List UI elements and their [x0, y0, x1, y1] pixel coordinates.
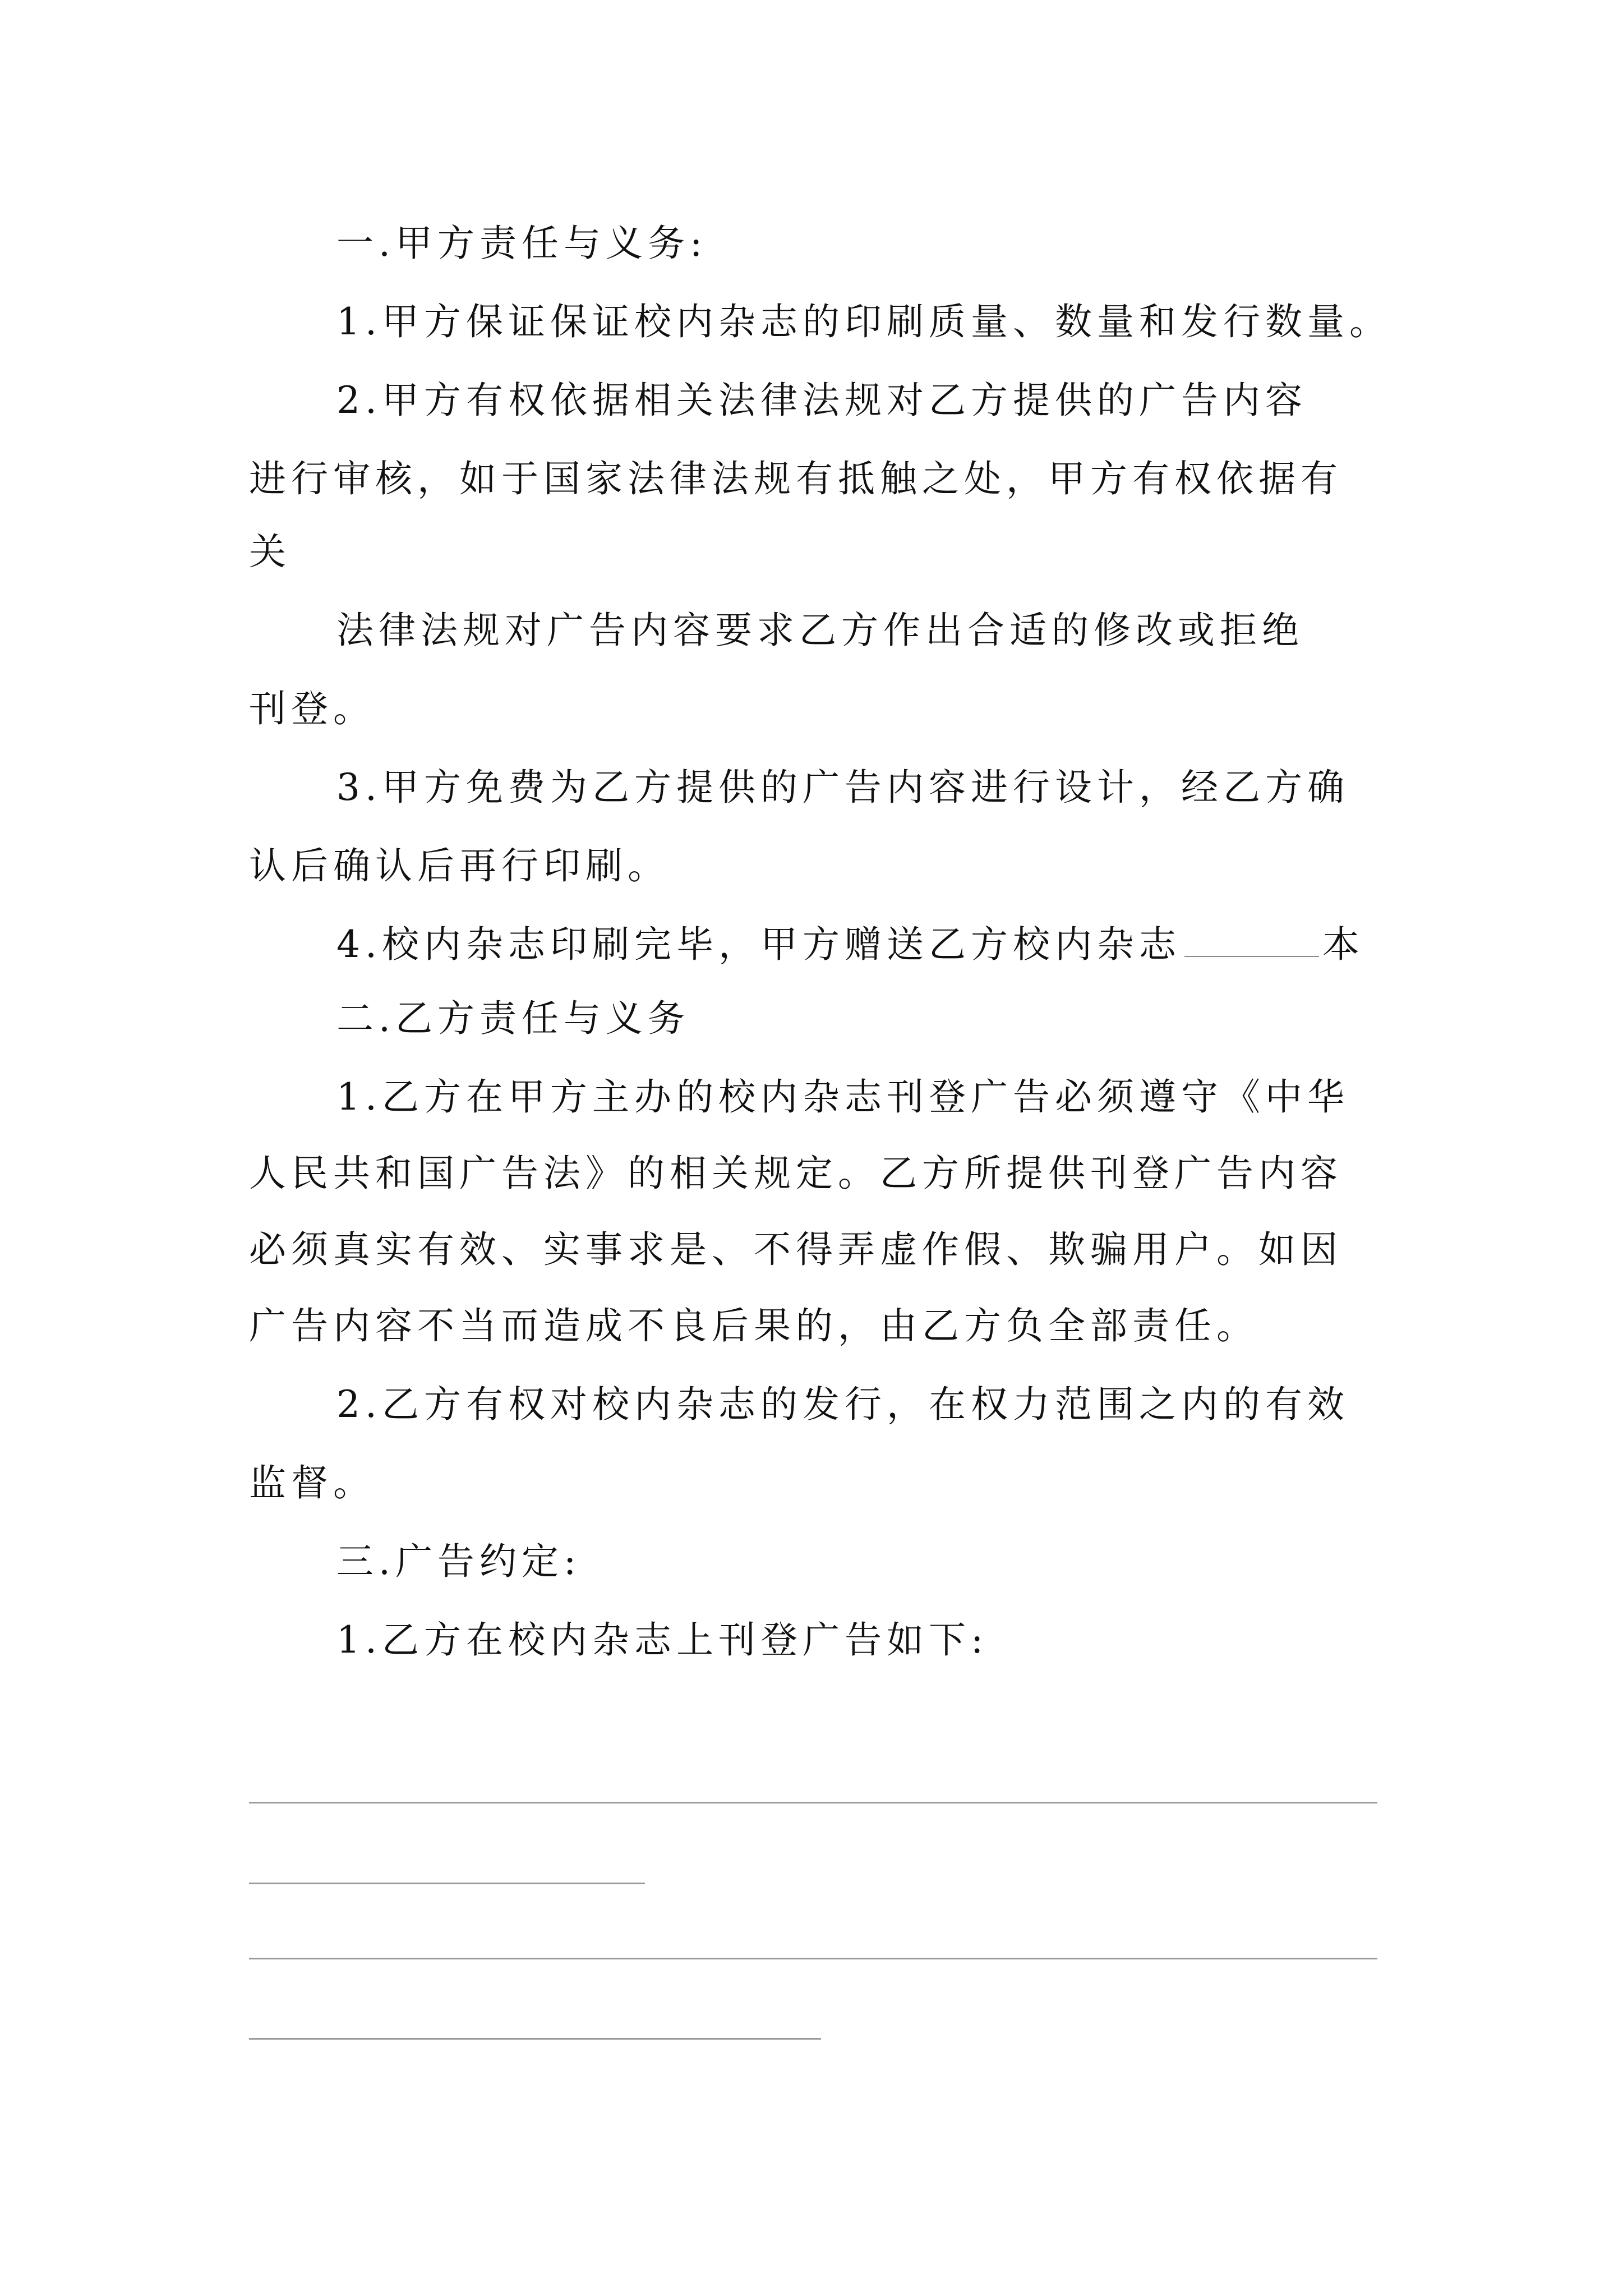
fill-in-line-4[interactable]	[249, 2038, 821, 2040]
s2-item1-line1: 1.乙方在甲方主办的校内杂志刊登广告必须遵守《中华	[336, 1075, 1349, 1119]
copies-blank[interactable]	[1184, 926, 1319, 957]
s1-item4-prefix: 4.校内杂志印刷完毕，甲方赠送乙方校内杂志	[336, 923, 1181, 966]
fill-in-line-2[interactable]	[249, 1883, 645, 1884]
s3-item1: 1.乙方在校内杂志上刊登广告如下:	[336, 1618, 989, 1662]
s2-item1-line2: 人民共和国广告法》的相关规定。乙方所提供刊登广告内容	[249, 1152, 1343, 1195]
section1-title: 一.甲方责任与义务:	[336, 222, 708, 265]
s2-item1-line3: 必须真实有效、实事求是、不得弄虚作假、欺骗用户。如因	[249, 1228, 1343, 1271]
s1-item1: 1.甲方保证保证校内杂志的印刷质量、数量和发行数量。	[336, 300, 1391, 343]
s1-item4-suffix: 本	[1322, 923, 1364, 966]
s2-item2-line1: 2.乙方有权对校内杂志的发行，在权力范围之内的有效	[336, 1383, 1349, 1426]
section2-title: 二.乙方责任与义务	[336, 997, 690, 1040]
s1-item3-line2: 认后确认后再行印刷。	[249, 844, 670, 887]
s2-item1-line4: 广告内容不当而造成不良后果的，由乙方负全部责任。	[249, 1304, 1258, 1347]
s1-item4	[336, 917, 1364, 973]
s1-item2-line5: 刊登。	[249, 687, 375, 730]
s1-item2-line4: 法律法规对广告内容要求乙方作出合适的修改或拒绝	[336, 609, 1304, 652]
fill-in-line-1[interactable]	[249, 1802, 1377, 1803]
s1-item2-line3: 关	[249, 530, 291, 573]
s1-item2-line2: 进行审核，如于国家法律法规有抵触之处，甲方有权依据有	[249, 457, 1343, 500]
fill-in-line-3[interactable]	[249, 1958, 1377, 1959]
s1-item3-line1: 3.甲方免费为乙方提供的广告内容进行设计，经乙方确	[336, 766, 1349, 809]
s1-item2-line1: 2.甲方有权依据相关法律法规对乙方提供的广告内容	[336, 379, 1307, 422]
section3-title: 三.广告约定:	[336, 1540, 582, 1583]
s2-item2-line2: 监督。	[249, 1461, 375, 1504]
